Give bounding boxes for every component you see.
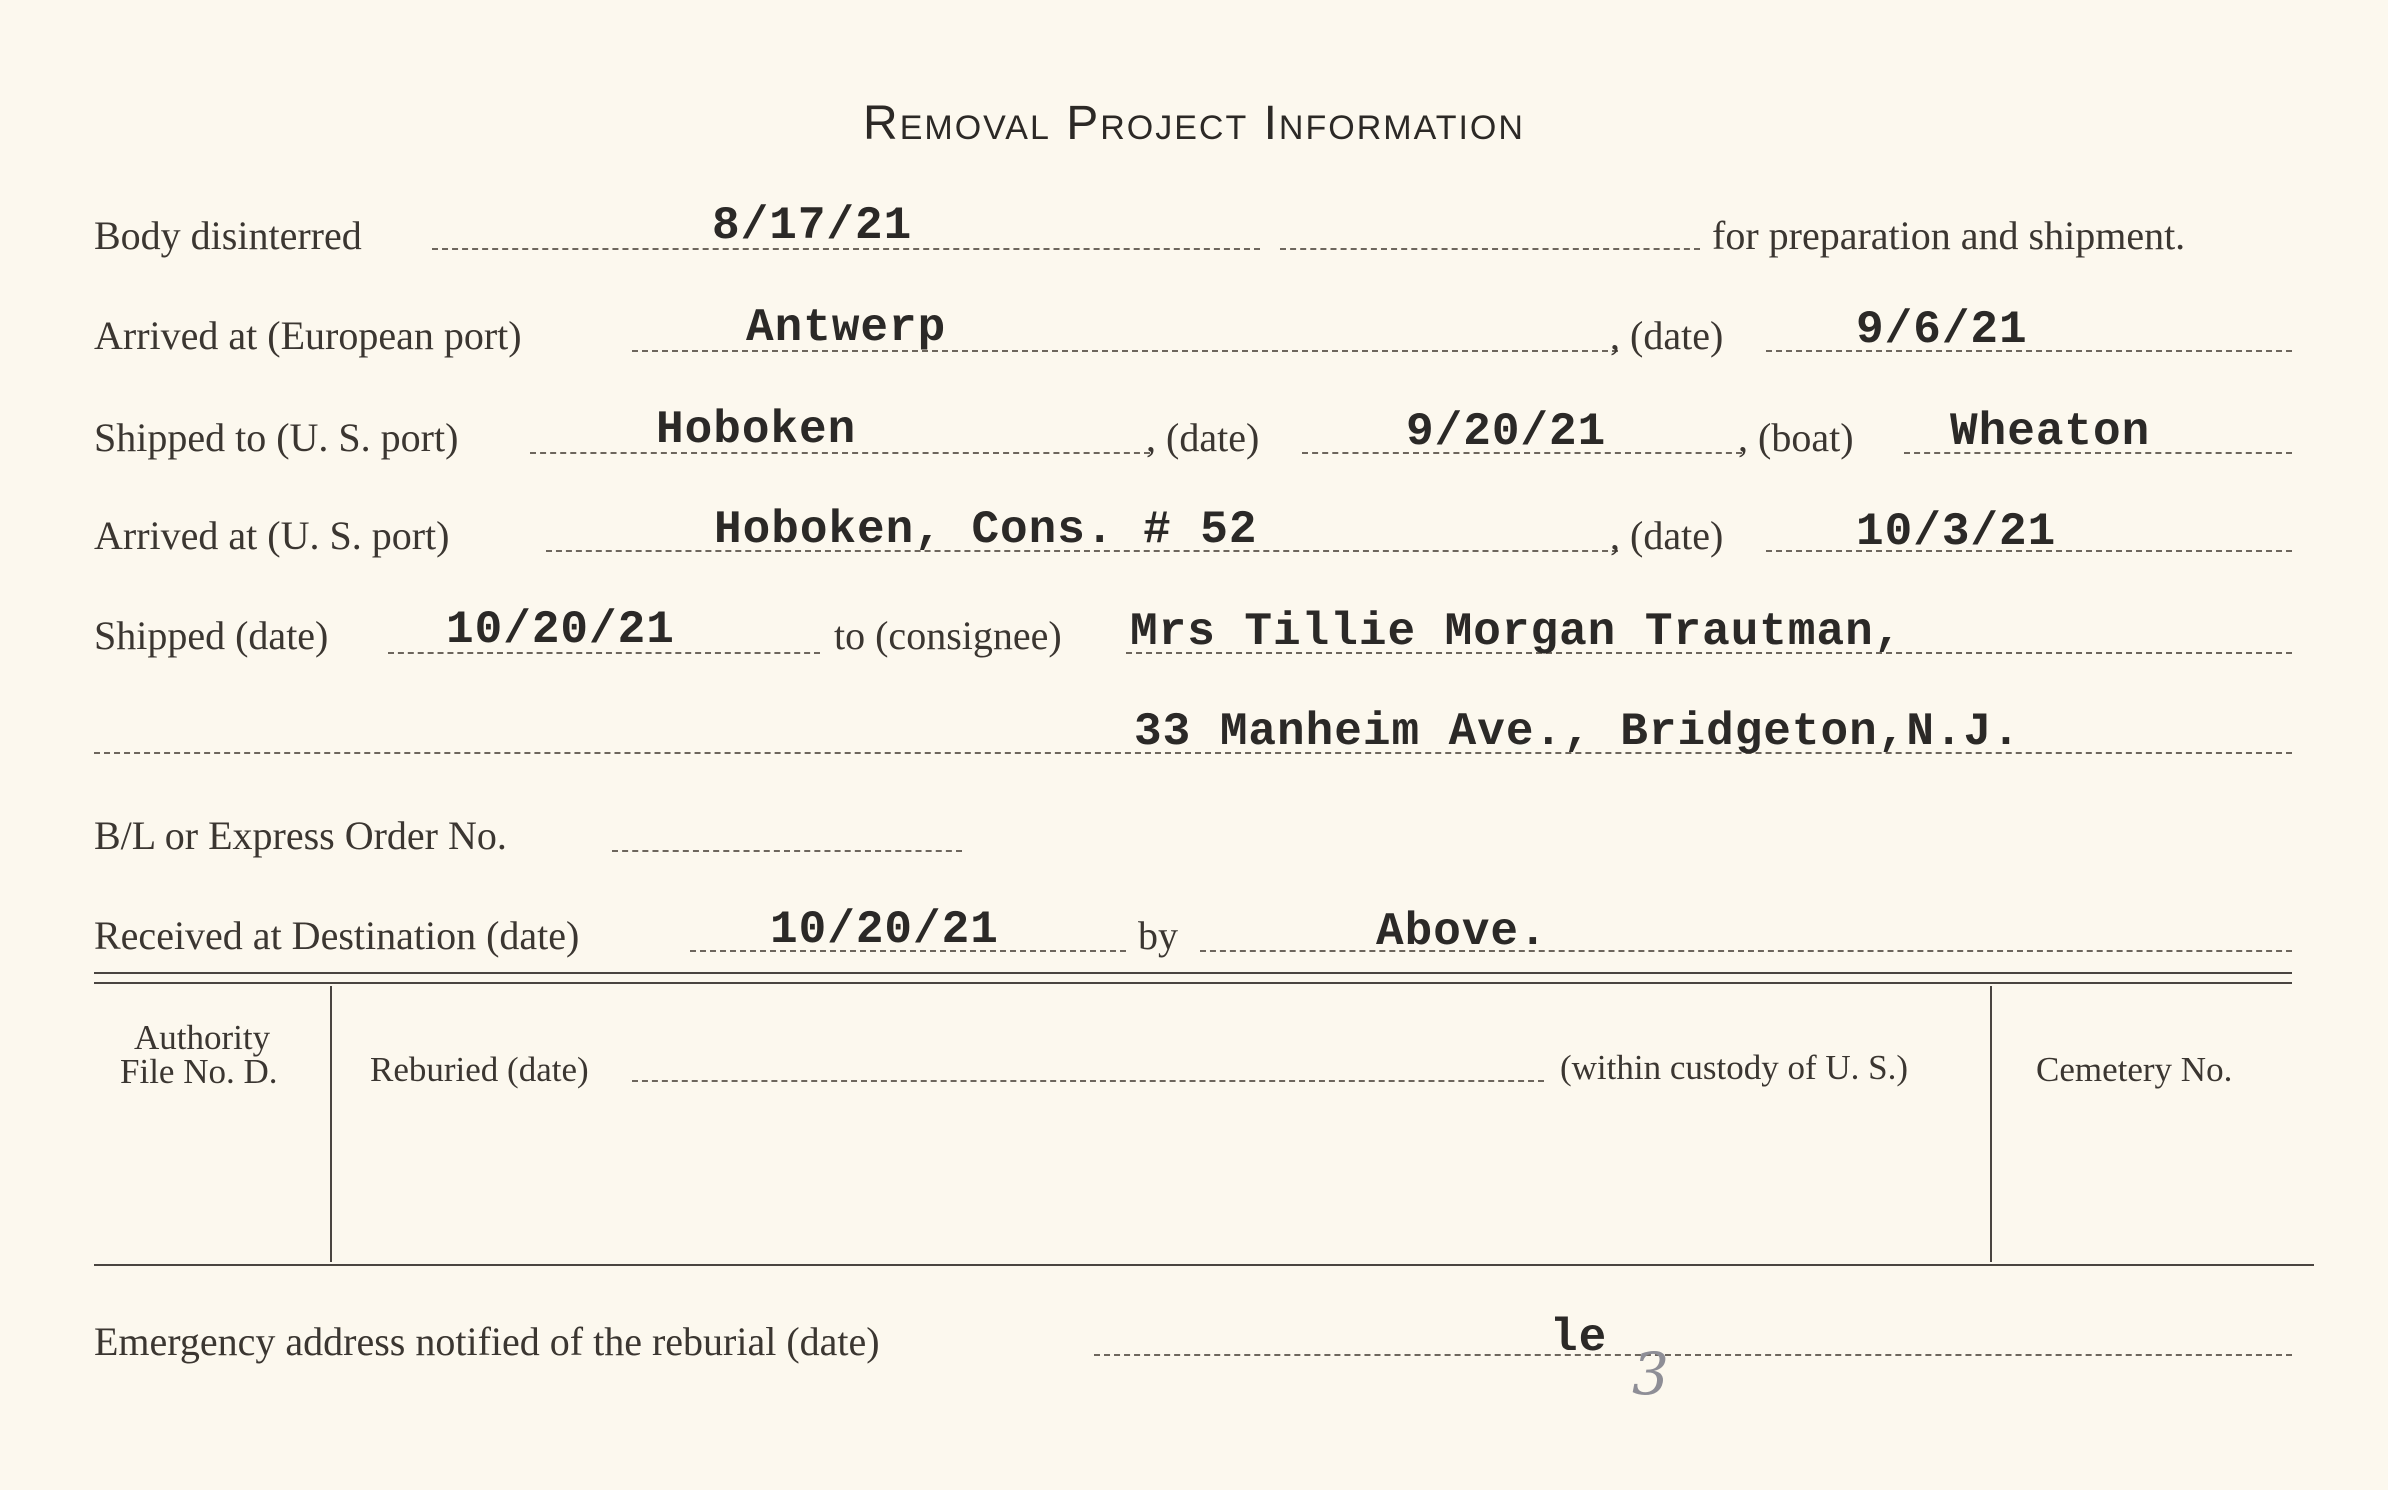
shipped-us-boat: Wheaton [1950,406,2151,458]
received-by-line [1200,950,2292,952]
arrived-us-date-label: , (date) [1610,513,1724,558]
arrived-us-label: Arrived at (U. S. port) [94,513,450,558]
arrived-european-date-label: , (date) [1610,313,1724,358]
consignee-value: Mrs Tillie Morgan Trautman, [1130,606,1903,658]
body-disinterred-label: Body disinterred [94,213,362,258]
file-no-label: File No. D. [120,1052,278,1091]
emergency-line [1094,1354,2292,1356]
column-divider-right [1990,986,1992,1262]
emergency-value: le [1550,1312,1608,1364]
column-divider-left [330,986,332,1262]
emergency-label: Emergency address notified of the reburial (date) [94,1319,880,1364]
received-date: 10/20/21 [770,904,999,956]
consignee-address: 33 Manheim Ave., Bridgeton,N.J. [1134,706,2021,758]
custody-label: (within custody of U. S.) [1560,1048,1909,1087]
received-by-label: by [1138,913,1178,958]
bl-order-label: B/L or Express Order No. [94,813,507,858]
shipped-us-date-label: , (date) [1146,415,1260,460]
shipped-us-date: 9/20/21 [1406,406,1607,458]
body-disinterred-value: 8/17/21 [712,200,913,252]
arrived-european-date-line [1766,350,2292,352]
shipped-date: 10/20/21 [446,604,675,656]
shipped-us-value: Hoboken [656,404,857,456]
authority-label: Authority [134,1018,271,1057]
table-bottom-rule [94,1264,2314,1266]
shipped-us-label: Shipped to (U. S. port) [94,415,459,460]
card-title: Removal Project Information [863,97,1525,150]
consignee-label: to (consignee) [834,613,1062,658]
arrived-european-date: 9/6/21 [1856,304,2028,356]
handwritten-mark: 3 [1632,1340,1669,1408]
table-top-rule-2 [94,982,2292,984]
bl-order-line [612,850,962,852]
reburied-label: Reburied (date) [370,1050,589,1089]
cemetery-label: Cemetery No. [2036,1050,2233,1089]
shipped-us-boat-label: , (boat) [1738,415,1854,460]
arrived-us-date: 10/3/21 [1856,506,2057,558]
arrived-european-label: Arrived at (European port) [94,313,522,358]
arrived-european-value: Antwerp [746,302,947,354]
received-by: Above. [1376,906,1548,958]
received-label: Received at Destination (date) [94,913,580,958]
body-disinterred-suffix: for preparation and shipment. [1712,213,2186,258]
arrived-us-value: Hoboken, Cons. # 52 [714,504,1258,556]
body-disinterred-line-2 [1280,248,1700,250]
table-top-rule [94,972,2292,974]
reburied-line [632,1080,1544,1082]
shipped-date-label: Shipped (date) [94,613,329,658]
